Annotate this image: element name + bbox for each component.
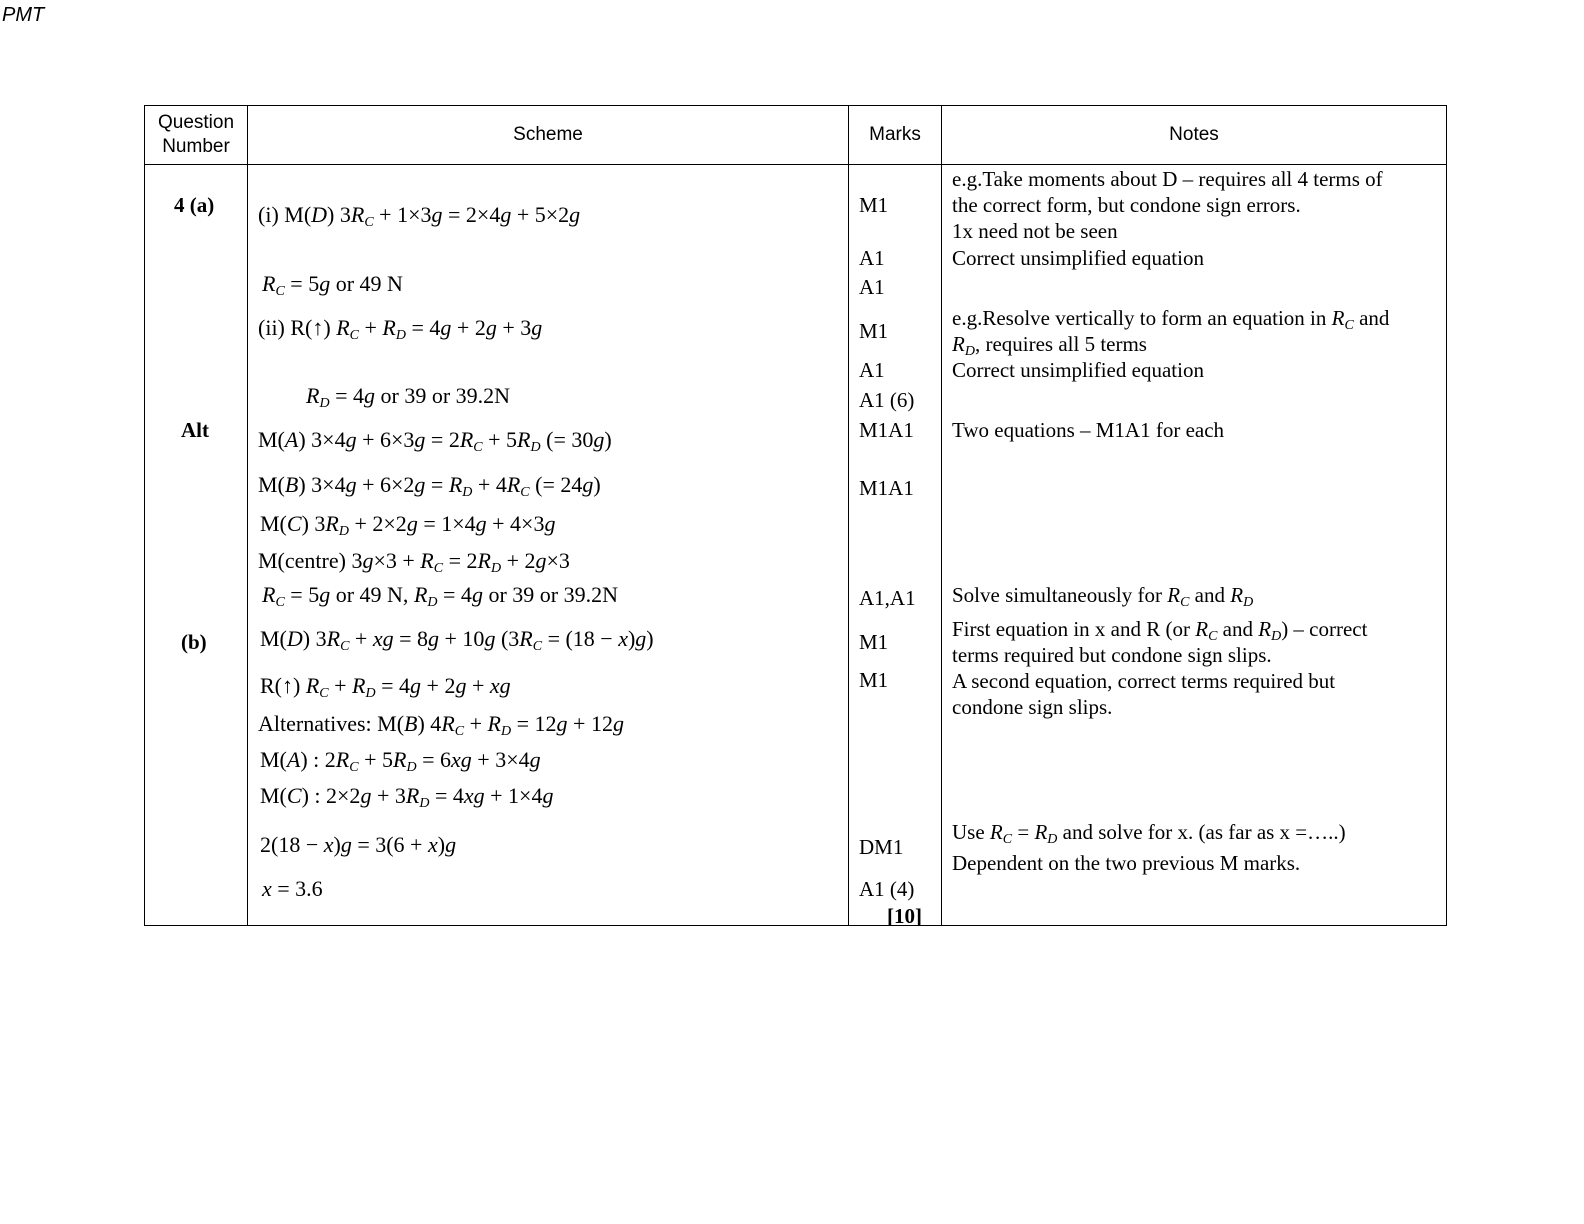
mark-a-ii-a1: A1 [859,358,885,382]
note-line-14: Use $R_C = R_D$ and solve for x. (as far as x =…..) [952,820,1346,847]
marks-cell [849,165,942,926]
mark-b-a1: A1 (4) [859,877,915,901]
mark-a-rc-a1: A1 [859,275,885,299]
mark-alt-ma: M1A1 [859,418,914,442]
header-row [145,106,1447,165]
header-question-number: Question Number [145,106,248,165]
note-line-12: A second equation, correct terms required but [952,669,1336,693]
note-line-4: Correct unsimplified equation [952,246,1204,270]
scheme-alt-moments-b: M(B) $3\times 4g + 6\times 2g = R_D + 4R_C$ (= 24g) [258,472,601,500]
label-b: (b) [181,630,207,654]
label-4a: 4 (a) [174,193,215,217]
mark-alt-result: A1,A1 [859,586,916,610]
header-scheme: Scheme [248,106,849,165]
mark-a-i-a1: A1 [859,246,885,270]
note-line-11: terms required but condone sign slips. [952,643,1272,667]
note-line-15: Dependent on the two previous M marks. [952,851,1301,875]
note-line-9: Solve simultaneously for $R_C$ and $R_D$ [952,583,1254,610]
pmt-watermark: PMT [2,4,45,26]
scheme-alt-moments-a: M(A) $3\times 4g + 6\times 3g = 2R_C + 5R_D$ (= 30g) [258,427,612,455]
question-number-cell [145,165,248,926]
note-line-7: Correct unsimplified equation [952,358,1204,382]
scheme-a-i-moments: (i) M(D) $3R_C + 1\times 3g = 2\times 4g + 5\times 2g$ [258,202,581,230]
mark-scheme-table [144,105,1447,926]
scheme-cell [248,165,849,926]
mark-a-i-m1: M1 [859,193,889,217]
note-line-2: the correct form, but condone sign errors. [952,193,1301,217]
label-alt: Alt [181,418,209,442]
scheme-b-solve: 2(18 − x)g = 3(6 + x)g [260,832,457,857]
scheme-b-x-result: x = 3.6 [262,876,323,901]
mark-b-dm1: DM1 [859,835,904,859]
note-line-13: condone sign slips. [952,695,1113,719]
scheme-a-rd-result: $R_D = 4g$ or 39 or 39.2N [306,383,511,411]
scheme-a-rc-result: $R_C = 5g$ or 49 N [262,271,403,299]
scheme-alt-moments-centre: M(centre) $3g\times 3 + R_C = 2R_D + 2g\times 3$ [258,548,570,576]
mark-alt-mb: M1A1 [859,476,914,500]
scheme-b-resolve: R(↑) $R_C + R_D = 4g + 2g$ + xg [260,673,511,701]
scheme-b-alt-moments-a: M(A) : $2R_C + 5R_D = 6xg + 3\times 4g$ [260,747,541,775]
header-notes: Notes [942,106,1447,165]
mark-b-m1-second: M1 [859,668,889,692]
note-line-5: e.g.Resolve vertically to form an equation in $R_C$ and [952,306,1390,333]
scheme-alt-result: $R_C = 5g$ or 49 N, $R_D = 4g$ or 39 or 39.2N [262,582,618,610]
note-line-10: First equation in x and R (or $R_C$ and $R_D$) – correct [952,617,1368,644]
header-marks: Marks [849,106,942,165]
scheme-a-ii-resolve: (ii) R(↑) $R_C + R_D = 4g + 2g + 3g$ [258,315,543,343]
note-line-3: 1x need not be seen [952,219,1118,243]
mark-total: [10] [887,904,922,928]
note-line-6: $R_D$, requires all 5 terms [952,332,1147,359]
note-line-8: Two equations – M1A1 for each [952,418,1225,442]
scheme-b-alt-moments-b: Alternatives: M(B) $4R_C + R_D = 12g + 12g$ [258,711,624,739]
note-line-1: e.g.Take moments about D – requires all 4 terms of [952,167,1383,191]
scheme-alt-moments-c: M(C) $3R_D + 2\times 2g = 1\times 4g + 4\times 3g$ [260,511,556,539]
mark-b-m1-first: M1 [859,630,889,654]
scheme-b-alt-moments-c: M(C) : $2\times 2g + 3R_D = 4xg + 1\times 4g$ [260,783,554,811]
notes-cell [942,165,1447,926]
scheme-b-moments-d: M(D) $3R_C$ + xg = 8g + 10g $(3R_C = (18 - x)g)$ [260,626,654,654]
mark-a-rd-a1: A1 (6) [859,388,915,412]
question-4-row [145,165,1447,926]
mark-a-ii-m1: M1 [859,319,889,343]
